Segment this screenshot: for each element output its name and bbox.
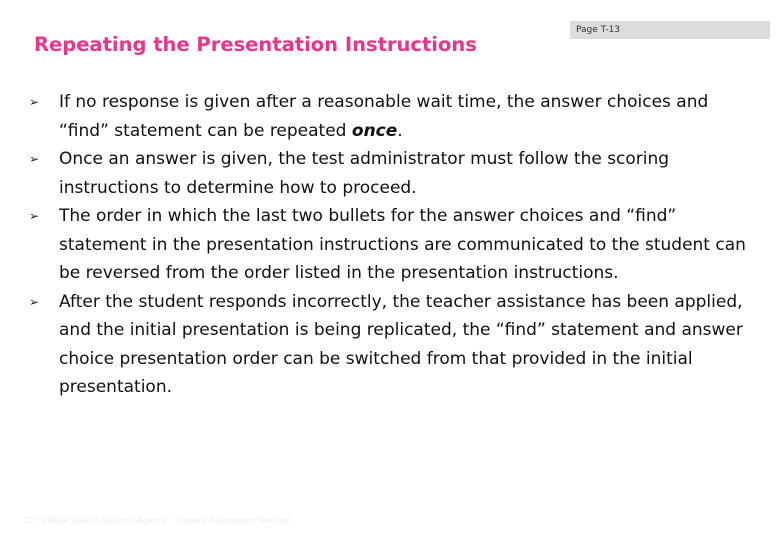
bullet-text-end: .	[397, 120, 403, 141]
bullet-item	[29, 202, 749, 288]
bullet-text: Once an answer is given, the test administrator must follow the scoring instructions to determine how to proceed.	[59, 149, 670, 198]
arrow-bullet-icon: ➢	[29, 152, 40, 166]
bullet-item	[29, 145, 749, 202]
bullet-text: After the student responds incorrectly, the teacher assistance has been applied, and the initial presentation is being replicated, the “find” statement and answer choice presentation order can be switched from that provided in the initial presentation.	[59, 291, 743, 397]
page-number-label: Page T-13	[576, 25, 621, 35]
bullet-text: If no response is given after a reasonable wait time, the answer choices and “find” statement can be repeated	[59, 92, 709, 141]
arrow-bullet-icon: ➢	[29, 294, 40, 309]
arrow-bullet-icon: ➢	[29, 95, 40, 109]
page-number-tag	[570, 21, 770, 39]
arrow-bullet-icon: ➢	[29, 209, 40, 223]
bullet-text: The order in which the last two bullets for the answer choices and “find” statement in the presentation instructions are communicated to the student can be reversed from the order listed in the presentation instructions.	[59, 206, 746, 283]
bullet-list	[29, 88, 749, 402]
footer-text: 22 · STAAR Texas Education Agency · Student Assessment Division	[24, 516, 292, 525]
slide-title: Repeating the Presentation Instructions	[34, 33, 477, 56]
bullet-item	[29, 288, 749, 402]
bullet-emphasis: once	[351, 120, 398, 141]
bullet-item	[29, 88, 749, 145]
